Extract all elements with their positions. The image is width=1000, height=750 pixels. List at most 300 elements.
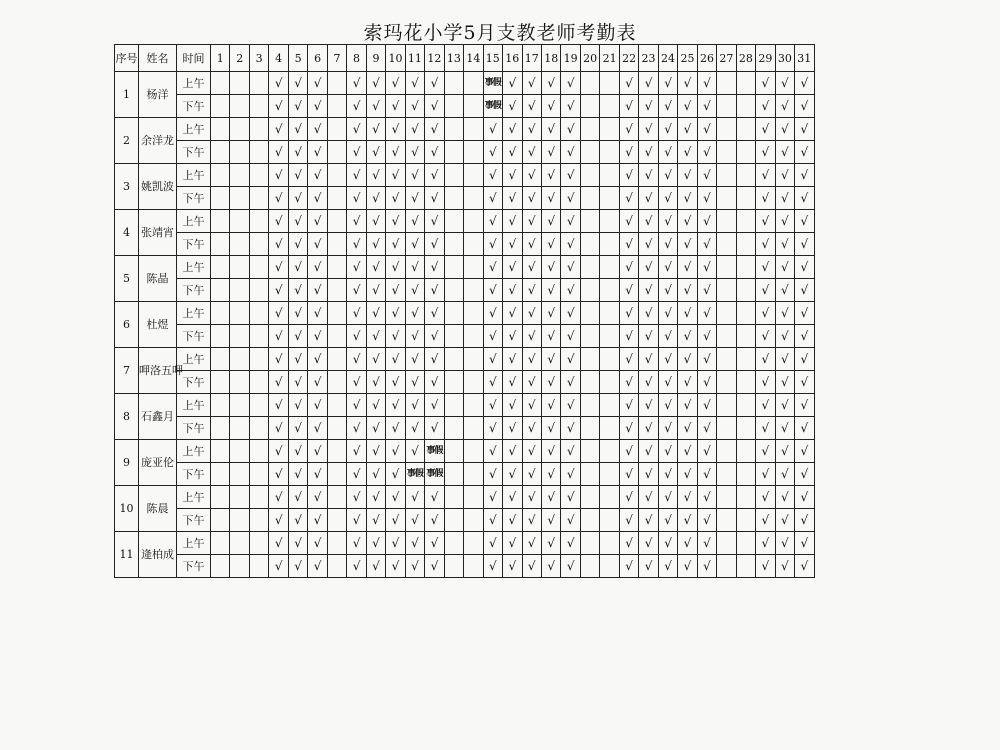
check-mark: √ (269, 95, 288, 118)
empty-cell (600, 233, 619, 256)
empty-cell (444, 555, 463, 578)
check-mark: √ (795, 325, 814, 348)
check-mark: √ (795, 279, 814, 302)
empty-cell (444, 279, 463, 302)
check-mark: √ (522, 463, 541, 486)
check-mark: √ (347, 233, 366, 256)
teacher-name: 石鑫月 (139, 394, 177, 440)
check-mark: √ (425, 417, 444, 440)
empty-cell (249, 348, 268, 371)
empty-cell (327, 95, 346, 118)
header-day: 29 (756, 45, 775, 72)
check-mark: √ (756, 233, 775, 256)
check-mark: √ (561, 440, 580, 463)
empty-cell (464, 509, 483, 532)
empty-cell (444, 509, 463, 532)
header-day: 9 (366, 45, 385, 72)
header-day: 17 (522, 45, 541, 72)
check-mark: √ (483, 394, 502, 417)
check-mark: √ (658, 348, 677, 371)
empty-cell (249, 509, 268, 532)
check-mark: √ (288, 187, 307, 210)
check-mark: √ (775, 210, 794, 233)
empty-cell (736, 509, 755, 532)
empty-cell (580, 302, 599, 325)
empty-cell (600, 210, 619, 233)
empty-cell (230, 302, 249, 325)
check-mark: √ (756, 210, 775, 233)
empty-cell (736, 440, 755, 463)
check-mark: √ (288, 256, 307, 279)
empty-cell (444, 164, 463, 187)
empty-cell (249, 486, 268, 509)
check-mark: √ (795, 417, 814, 440)
teacher-index: 10 (115, 486, 139, 532)
check-mark: √ (775, 509, 794, 532)
check-mark: √ (503, 164, 522, 187)
check-mark: √ (619, 141, 638, 164)
check-mark: √ (541, 440, 560, 463)
period-label: 下午 (177, 95, 211, 118)
check-mark: √ (425, 486, 444, 509)
header-day: 13 (444, 45, 463, 72)
teacher-row-pm (115, 417, 815, 440)
empty-cell (464, 279, 483, 302)
check-mark: √ (503, 279, 522, 302)
check-mark: √ (619, 164, 638, 187)
check-mark: √ (678, 164, 697, 187)
period-label: 下午 (177, 279, 211, 302)
empty-cell (249, 417, 268, 440)
period-label: 上午 (177, 118, 211, 141)
period-label: 下午 (177, 463, 211, 486)
teacher-row-am (115, 302, 815, 325)
check-mark: √ (347, 440, 366, 463)
teacher-row-pm (115, 279, 815, 302)
teacher-name: 庞亚伦 (139, 440, 177, 486)
empty-cell (327, 141, 346, 164)
empty-cell (327, 279, 346, 302)
check-mark: √ (795, 394, 814, 417)
check-mark: √ (425, 532, 444, 555)
empty-cell (444, 210, 463, 233)
check-mark: √ (386, 486, 405, 509)
check-mark: √ (697, 509, 716, 532)
teacher-name: 余洋龙 (139, 118, 177, 164)
attendance-table (114, 44, 815, 578)
check-mark: √ (775, 302, 794, 325)
empty-cell (580, 509, 599, 532)
empty-cell (444, 118, 463, 141)
check-mark: √ (775, 95, 794, 118)
check-mark: √ (347, 555, 366, 578)
check-mark: √ (503, 394, 522, 417)
check-mark: √ (425, 164, 444, 187)
check-mark: √ (639, 348, 658, 371)
check-mark: √ (561, 187, 580, 210)
check-mark: √ (561, 348, 580, 371)
empty-cell (327, 532, 346, 555)
check-mark: √ (795, 371, 814, 394)
empty-cell (717, 164, 736, 187)
teacher-row-pm (115, 463, 815, 486)
check-mark: √ (269, 279, 288, 302)
empty-cell (230, 348, 249, 371)
empty-cell (444, 440, 463, 463)
check-mark: √ (483, 463, 502, 486)
check-mark: √ (405, 486, 424, 509)
check-mark: √ (658, 302, 677, 325)
check-mark: √ (561, 486, 580, 509)
check-mark: √ (795, 463, 814, 486)
empty-cell (444, 348, 463, 371)
check-mark: √ (775, 463, 794, 486)
empty-cell (717, 72, 736, 95)
check-mark: √ (795, 95, 814, 118)
check-mark: √ (288, 371, 307, 394)
check-mark: √ (756, 141, 775, 164)
check-mark: √ (405, 233, 424, 256)
teacher-row-pm (115, 233, 815, 256)
check-mark: √ (658, 141, 677, 164)
check-mark: √ (775, 141, 794, 164)
empty-cell (464, 463, 483, 486)
check-mark: √ (541, 371, 560, 394)
empty-cell (211, 555, 230, 578)
check-mark: √ (347, 348, 366, 371)
empty-cell (444, 141, 463, 164)
check-mark: √ (541, 72, 560, 95)
check-mark: √ (308, 233, 327, 256)
empty-cell (580, 210, 599, 233)
check-mark: √ (386, 95, 405, 118)
check-mark: √ (366, 164, 385, 187)
header-day: 18 (541, 45, 560, 72)
check-mark: √ (483, 233, 502, 256)
check-mark: √ (697, 210, 716, 233)
check-mark: √ (561, 555, 580, 578)
check-mark: √ (288, 279, 307, 302)
check-mark: √ (269, 371, 288, 394)
check-mark: √ (697, 187, 716, 210)
empty-cell (444, 187, 463, 210)
header-day: 28 (736, 45, 755, 72)
teacher-row-pm (115, 325, 815, 348)
empty-cell (600, 440, 619, 463)
empty-cell (464, 95, 483, 118)
teacher-index: 9 (115, 440, 139, 486)
check-mark: √ (658, 95, 677, 118)
empty-cell (249, 72, 268, 95)
header-day: 19 (561, 45, 580, 72)
check-mark: √ (561, 417, 580, 440)
check-mark: √ (386, 164, 405, 187)
empty-cell (230, 210, 249, 233)
empty-cell (230, 394, 249, 417)
check-mark: √ (541, 325, 560, 348)
empty-cell (580, 164, 599, 187)
check-mark: √ (639, 463, 658, 486)
leave-mark: 事假 (425, 463, 444, 486)
check-mark: √ (541, 187, 560, 210)
check-mark: √ (366, 302, 385, 325)
check-mark: √ (483, 187, 502, 210)
check-mark: √ (386, 141, 405, 164)
check-mark: √ (561, 72, 580, 95)
check-mark: √ (561, 95, 580, 118)
check-mark: √ (756, 164, 775, 187)
check-mark: √ (503, 440, 522, 463)
empty-cell (211, 233, 230, 256)
check-mark: √ (503, 509, 522, 532)
check-mark: √ (697, 532, 716, 555)
check-mark: √ (405, 394, 424, 417)
check-mark: √ (697, 233, 716, 256)
check-mark: √ (658, 371, 677, 394)
empty-cell (464, 233, 483, 256)
check-mark: √ (775, 164, 794, 187)
empty-cell (211, 210, 230, 233)
empty-cell (230, 486, 249, 509)
check-mark: √ (366, 325, 385, 348)
header-name: 姓名 (139, 45, 177, 72)
empty-cell (327, 256, 346, 279)
empty-cell (211, 509, 230, 532)
empty-cell (230, 371, 249, 394)
check-mark: √ (639, 187, 658, 210)
check-mark: √ (639, 118, 658, 141)
empty-cell (736, 371, 755, 394)
empty-cell (717, 555, 736, 578)
empty-cell (444, 95, 463, 118)
check-mark: √ (483, 118, 502, 141)
empty-cell (444, 72, 463, 95)
empty-cell (211, 256, 230, 279)
teacher-name: 陈晨 (139, 486, 177, 532)
check-mark: √ (269, 118, 288, 141)
check-mark: √ (678, 141, 697, 164)
check-mark: √ (561, 509, 580, 532)
check-mark: √ (522, 210, 541, 233)
check-mark: √ (386, 463, 405, 486)
empty-cell (464, 532, 483, 555)
empty-cell (736, 348, 755, 371)
check-mark: √ (756, 463, 775, 486)
teacher-row-am (115, 440, 815, 463)
empty-cell (736, 233, 755, 256)
check-mark: √ (405, 509, 424, 532)
empty-cell (464, 486, 483, 509)
check-mark: √ (366, 532, 385, 555)
teacher-row-am (115, 164, 815, 187)
check-mark: √ (697, 118, 716, 141)
empty-cell (464, 371, 483, 394)
empty-cell (211, 371, 230, 394)
check-mark: √ (269, 463, 288, 486)
header-day: 20 (580, 45, 599, 72)
empty-cell (600, 371, 619, 394)
check-mark: √ (697, 256, 716, 279)
check-mark: √ (386, 417, 405, 440)
check-mark: √ (425, 325, 444, 348)
empty-cell (717, 348, 736, 371)
empty-cell (600, 463, 619, 486)
check-mark: √ (366, 210, 385, 233)
check-mark: √ (288, 325, 307, 348)
empty-cell (736, 72, 755, 95)
check-mark: √ (522, 233, 541, 256)
check-mark: √ (639, 555, 658, 578)
check-mark: √ (756, 440, 775, 463)
empty-cell (327, 72, 346, 95)
check-mark: √ (541, 279, 560, 302)
period-label: 上午 (177, 256, 211, 279)
empty-cell (736, 118, 755, 141)
check-mark: √ (756, 371, 775, 394)
header-day: 30 (775, 45, 794, 72)
header-day: 1 (211, 45, 230, 72)
check-mark: √ (386, 302, 405, 325)
teacher-row-am (115, 532, 815, 555)
period-label: 下午 (177, 555, 211, 578)
empty-cell (327, 187, 346, 210)
empty-cell (580, 371, 599, 394)
empty-cell (444, 532, 463, 555)
header-day: 8 (347, 45, 366, 72)
empty-cell (230, 279, 249, 302)
empty-cell (736, 394, 755, 417)
check-mark: √ (425, 394, 444, 417)
check-mark: √ (288, 141, 307, 164)
period-label: 下午 (177, 417, 211, 440)
empty-cell (464, 141, 483, 164)
check-mark: √ (347, 371, 366, 394)
header-day: 11 (405, 45, 424, 72)
check-mark: √ (775, 417, 794, 440)
check-mark: √ (425, 187, 444, 210)
teacher-row-am (115, 118, 815, 141)
check-mark: √ (795, 187, 814, 210)
empty-cell (600, 141, 619, 164)
check-mark: √ (405, 95, 424, 118)
empty-cell (327, 394, 346, 417)
check-mark: √ (522, 187, 541, 210)
check-mark: √ (366, 440, 385, 463)
empty-cell (230, 532, 249, 555)
check-mark: √ (288, 509, 307, 532)
check-mark: √ (425, 72, 444, 95)
period-label: 上午 (177, 72, 211, 95)
empty-cell (717, 233, 736, 256)
empty-cell (600, 417, 619, 440)
empty-cell (327, 371, 346, 394)
header-day: 6 (308, 45, 327, 72)
teacher-row-pm (115, 509, 815, 532)
empty-cell (717, 532, 736, 555)
empty-cell (249, 463, 268, 486)
check-mark: √ (308, 95, 327, 118)
check-mark: √ (619, 325, 638, 348)
check-mark: √ (697, 440, 716, 463)
check-mark: √ (541, 486, 560, 509)
check-mark: √ (639, 72, 658, 95)
empty-cell (736, 279, 755, 302)
check-mark: √ (522, 509, 541, 532)
header-day: 24 (658, 45, 677, 72)
check-mark: √ (386, 555, 405, 578)
teacher-index: 3 (115, 164, 139, 210)
empty-cell (211, 279, 230, 302)
empty-cell (249, 164, 268, 187)
empty-cell (211, 118, 230, 141)
empty-cell (717, 302, 736, 325)
empty-cell (580, 440, 599, 463)
empty-cell (717, 279, 736, 302)
header-index: 序号 (115, 45, 139, 72)
leave-mark: 事假 (405, 463, 424, 486)
check-mark: √ (522, 486, 541, 509)
check-mark: √ (541, 141, 560, 164)
check-mark: √ (697, 279, 716, 302)
check-mark: √ (678, 440, 697, 463)
check-mark: √ (795, 486, 814, 509)
check-mark: √ (756, 325, 775, 348)
check-mark: √ (483, 348, 502, 371)
check-mark: √ (619, 348, 638, 371)
check-mark: √ (561, 256, 580, 279)
empty-cell (736, 325, 755, 348)
empty-cell (230, 325, 249, 348)
empty-cell (717, 256, 736, 279)
empty-cell (230, 555, 249, 578)
empty-cell (736, 417, 755, 440)
check-mark: √ (658, 463, 677, 486)
check-mark: √ (639, 532, 658, 555)
check-mark: √ (678, 532, 697, 555)
check-mark: √ (308, 187, 327, 210)
teacher-row-pm (115, 187, 815, 210)
header-day: 27 (717, 45, 736, 72)
header-day: 25 (678, 45, 697, 72)
check-mark: √ (756, 72, 775, 95)
check-mark: √ (386, 532, 405, 555)
empty-cell (717, 417, 736, 440)
empty-cell (464, 417, 483, 440)
check-mark: √ (503, 72, 522, 95)
empty-cell (464, 325, 483, 348)
check-mark: √ (795, 164, 814, 187)
check-mark: √ (366, 417, 385, 440)
check-mark: √ (756, 348, 775, 371)
teacher-row-am (115, 486, 815, 509)
check-mark: √ (425, 141, 444, 164)
empty-cell (327, 555, 346, 578)
check-mark: √ (639, 95, 658, 118)
check-mark: √ (483, 279, 502, 302)
empty-cell (600, 187, 619, 210)
check-mark: √ (269, 256, 288, 279)
empty-cell (600, 118, 619, 141)
check-mark: √ (483, 164, 502, 187)
header-day: 16 (503, 45, 522, 72)
empty-cell (580, 394, 599, 417)
period-label: 下午 (177, 509, 211, 532)
empty-cell (444, 394, 463, 417)
check-mark: √ (678, 417, 697, 440)
empty-cell (600, 532, 619, 555)
empty-cell (327, 325, 346, 348)
check-mark: √ (522, 141, 541, 164)
